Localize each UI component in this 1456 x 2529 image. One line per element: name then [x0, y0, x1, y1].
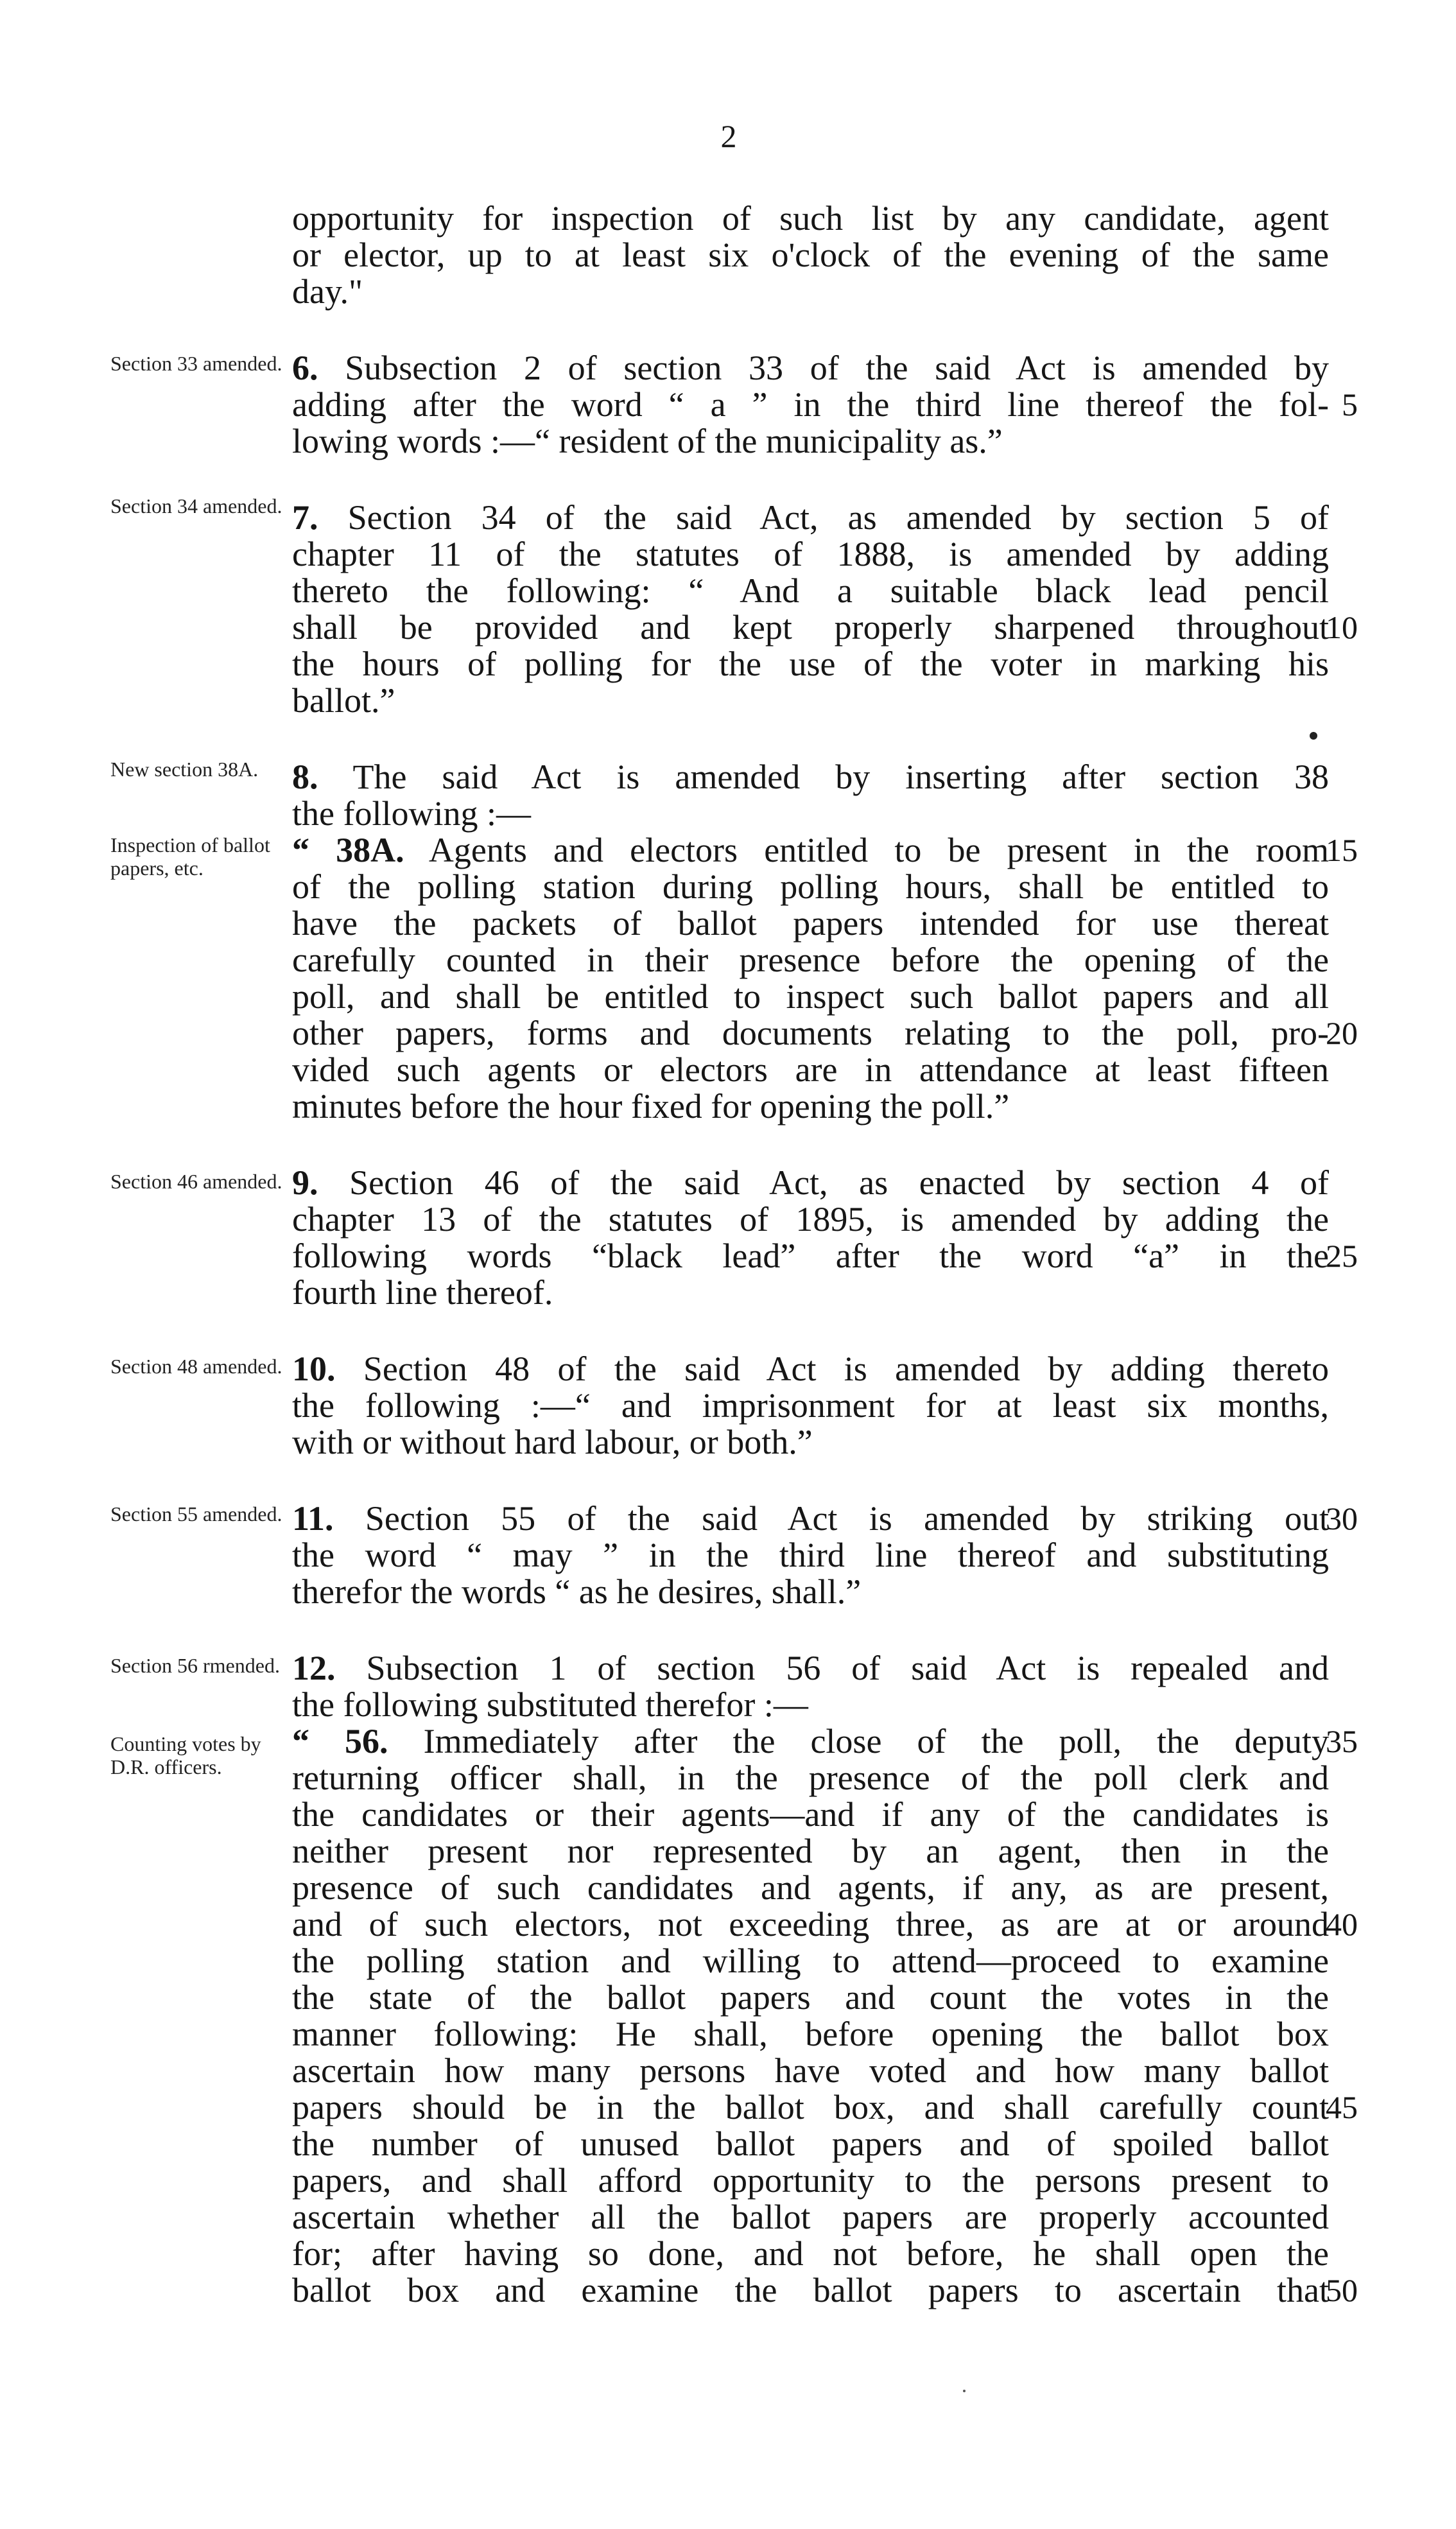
section-number: 9. [292, 1163, 318, 1202]
line-text: presence of such candidates and agents, if any, as are present, [292, 1868, 1329, 1907]
marginal-note: Section 46 amended. [110, 1170, 282, 1193]
text-line [292, 645, 1329, 683]
text-line [292, 1978, 1329, 2017]
section-number: 7. [292, 498, 318, 537]
marginal-note: Section 55 amended. [110, 1502, 282, 1525]
text-line [292, 1868, 1329, 1907]
text-line [292, 1832, 1329, 1870]
line-number: 15 [1326, 832, 1358, 868]
line-number: 10 [1326, 609, 1358, 645]
text-line [292, 1795, 1329, 1834]
line-text: adding after the word “ a ” in the third line thereof the fol- [292, 385, 1329, 424]
line-number: 35 [1326, 1723, 1358, 1759]
line-number: 50 [1326, 2272, 1358, 2308]
line-text: with or without hard labour, or both.” [292, 1423, 813, 1461]
text-line [292, 1386, 1329, 1425]
text-line [292, 977, 1329, 1016]
text-line [292, 571, 1329, 610]
text-line [292, 1237, 1329, 1275]
text-line [292, 1759, 1329, 1797]
line-number: 25 [1326, 1238, 1358, 1274]
text-line [292, 1905, 1329, 1943]
line-text: manner following: He shall, before opening the ballot box [292, 2015, 1329, 2053]
line-text: lowing words :—“ resident of the municipality as.” [292, 422, 1003, 460]
line-text: minutes before the hour fixed for opening the poll.” [292, 1087, 1010, 1125]
line-text: ballot.” [292, 681, 395, 720]
marginal-note: Section 48 amended. [110, 1355, 282, 1378]
line-text: The said Act is amended by inserting after section 38 [318, 758, 1329, 796]
line-number: 20 [1326, 1015, 1358, 1051]
ink-speck [963, 2390, 966, 2392]
line-text: the hours of polling for the use of the voter in marking his [292, 645, 1329, 683]
line-text: ascertain whether all the ballot papers are properly accounted [292, 2198, 1329, 2236]
line-text: other papers, forms and documents relating to the poll, pro- [292, 1014, 1329, 1052]
text-line [292, 498, 1329, 537]
text-line [292, 794, 1329, 833]
text-line [292, 758, 1329, 796]
text-line [292, 2198, 1329, 2236]
line-text: Agents and electors entitled to be present in the room [404, 831, 1329, 869]
section-number: 12. [292, 1649, 336, 1687]
text-line [292, 1200, 1329, 1238]
text-line [292, 2125, 1329, 2163]
line-number: 5 [1342, 387, 1358, 422]
line-text: the candidates or their agents—and if any of the candidates is [292, 1795, 1329, 1834]
text-line [292, 349, 1329, 387]
text-line [292, 535, 1329, 573]
text-line [292, 2051, 1329, 2090]
text-line [292, 1050, 1329, 1089]
line-text: thereto the following: “ And a suitable black lead pencil [292, 571, 1329, 610]
line-text: chapter 11 of the statutes of 1888, is amended by adding [292, 535, 1329, 573]
text-line [292, 831, 1329, 869]
text-line [292, 2234, 1329, 2273]
text-line [292, 1942, 1329, 1980]
line-text: fourth line thereof. [292, 1273, 553, 1312]
line-text: the following substituted therefor :— [292, 1685, 808, 1724]
text-line [292, 1350, 1329, 1388]
text-line [292, 904, 1329, 943]
text-line [292, 199, 1329, 238]
text-line [292, 1499, 1329, 1538]
text-line [292, 1087, 1329, 1125]
line-text: have the packets of ballot papers intended for use thereat [292, 904, 1329, 943]
text-line [292, 867, 1329, 906]
text-line [292, 2271, 1329, 2309]
line-text: following words “black lead” after the word “a” in the [292, 1237, 1329, 1275]
line-text: and of such electors, not exceeding three, as are at or around [292, 1905, 1329, 1943]
line-text: ballot box and examine the ballot papers to ascertain that [292, 2271, 1329, 2309]
section-number: “ 56. [292, 1722, 388, 1760]
marginal-note: Section 56 rmended. [110, 1654, 280, 1677]
line-text: neither present nor represented by an agent, then in the [292, 1832, 1329, 1870]
text-line [292, 1722, 1329, 1760]
section-number: 6. [292, 349, 318, 387]
line-text: the word “ may ” in the third line thereof and substituting [292, 1536, 1329, 1574]
line-text: Section 55 of the said Act is amended by striking out [333, 1499, 1329, 1538]
line-number: 30 [1326, 1500, 1358, 1536]
line-text: Subsection 1 of section 56 of said Act is repealed and [335, 1649, 1329, 1687]
marginal-note: Counting votes by D.R. officers. [110, 1732, 261, 1778]
ink-dot [1310, 732, 1317, 740]
line-text: Section 48 of the said Act is amended by adding thereto [335, 1350, 1329, 1388]
marginal-note: Section 34 amended. [110, 494, 282, 517]
line-number: 40 [1326, 1906, 1358, 1942]
section-number: 10. [292, 1350, 336, 1388]
line-text: therefor the words “ as he desires, shall.” [292, 1572, 862, 1611]
line-text: papers, and shall afford opportunity to the persons present to [292, 2161, 1329, 2200]
text-line [292, 1685, 1329, 1724]
text-line [292, 1572, 1329, 1611]
line-number: 45 [1326, 2089, 1358, 2125]
line-text: the state of the ballot papers and count the votes in the [292, 1978, 1329, 2017]
text-line [292, 272, 1329, 311]
line-text: the polling station and willing to attend—proceed to examine [292, 1942, 1329, 1980]
line-text: day." [292, 272, 363, 311]
line-text: of the polling station during polling hours, shall be entitled to [292, 867, 1329, 906]
line-text: papers should be in the ballot box, and shall carefully count [292, 2088, 1329, 2126]
line-text: vided such agents or electors are in attendance at least fifteen [292, 1050, 1329, 1089]
line-text: the number of unused ballot papers and of spoiled ballot [292, 2125, 1329, 2163]
text-line [292, 941, 1329, 979]
line-text: poll, and shall be entitled to inspect such ballot papers and all [292, 977, 1329, 1016]
text-line [292, 1423, 1329, 1461]
text-line [292, 2015, 1329, 2053]
text-line [292, 608, 1329, 647]
section-number: 8. [292, 758, 318, 796]
line-text: Subsection 2 of section 33 of the said Act is amended by [318, 349, 1329, 387]
line-text: chapter 13 of the statutes of 1895, is amended by adding the [292, 1200, 1329, 1238]
line-text: returning officer shall, in the presence of the poll clerk and [292, 1759, 1329, 1797]
text-line [292, 1649, 1329, 1687]
text-line [292, 422, 1329, 460]
line-text: ascertain how many persons have voted and how many ballot [292, 2051, 1329, 2090]
line-text: the following :—“ and imprisonment for at least six months, [292, 1386, 1329, 1425]
line-text: opportunity for inspection of such list by any candidate, agent [292, 199, 1329, 238]
text-line [292, 681, 1329, 720]
marginal-note: New section 38A. [110, 758, 259, 781]
marginal-note: Inspection of ballot papers, etc. [110, 833, 270, 880]
line-text: shall be provided and kept properly sharpened throughout [292, 608, 1329, 647]
line-text: the following :— [292, 794, 531, 833]
text-line [292, 1536, 1329, 1574]
text-line [292, 2161, 1329, 2200]
text-line [292, 1273, 1329, 1312]
line-text: Section 46 of the said Act, as enacted by section 4 of [318, 1163, 1329, 1202]
line-text: or elector, up to at least six o'clock of the evening of the same [292, 236, 1329, 274]
line-text: for; after having so done, and not before, he shall open the [292, 2234, 1329, 2273]
section-number: 11. [292, 1499, 334, 1538]
line-text: Section 34 of the said Act, as amended by section 5 of [318, 498, 1329, 537]
text-line [292, 1163, 1329, 1202]
line-text: carefully counted in their presence before the opening of the [292, 941, 1329, 979]
text-line [292, 2088, 1329, 2126]
text-line [292, 236, 1329, 274]
page-number: 2 [720, 118, 737, 154]
text-line [292, 385, 1329, 424]
line-text: Immediately after the close of the poll, the deputy [388, 1722, 1329, 1760]
text-line [292, 1014, 1329, 1052]
section-number: “ 38A. [292, 831, 404, 869]
marginal-note: Section 33 amended. [110, 352, 282, 375]
